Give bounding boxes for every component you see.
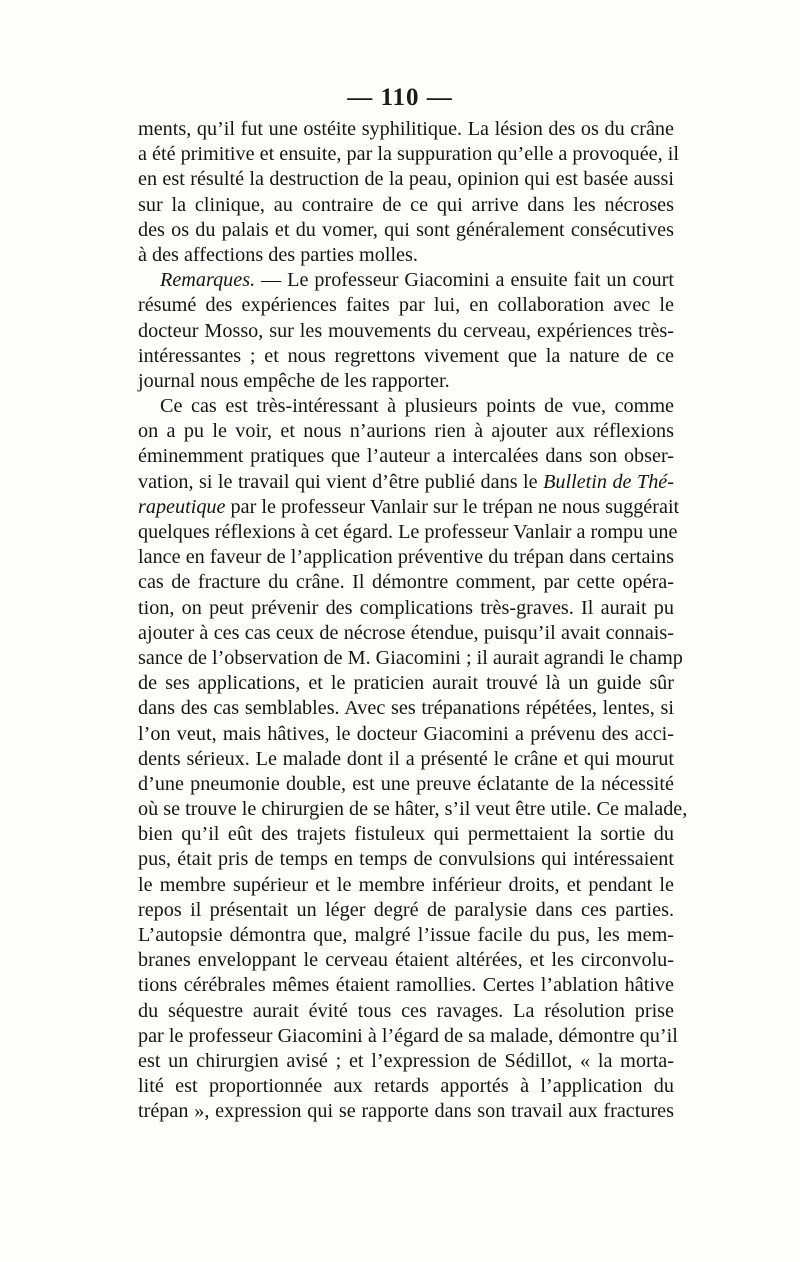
text-line: est un chirurgien avisé ; et l’expression de Sédillot, « la morta- <box>138 1049 674 1072</box>
page-number: — 110 — <box>347 84 453 111</box>
text-line: sur la clinique, au contraire de ce qui arrive dans les nécroses <box>138 193 674 216</box>
text-line: Ce cas est très-intéressant à plusieurs points de vue, comme <box>160 395 674 418</box>
text-line: ajouter à ces cas ceux de nécrose étendue, puisqu’il avait connais- <box>138 621 674 644</box>
text-line: du séquestre aurait évité tous ces ravages. La résolution prise <box>138 999 674 1022</box>
text-line: a été primitive et ensuite, par la suppuration qu’elle a provoquée, il <box>138 143 679 166</box>
italic-bulletin: Bulletin de Thé- <box>543 470 674 493</box>
text-line: résumé des expériences faites par lui, en collaboration avec le <box>138 294 674 317</box>
text-line: cas de fracture du crâne. Il démontre comment, par cette opéra- <box>138 571 674 594</box>
text-line: tion, on peut prévenir des complications très-graves. Il aurait pu <box>138 596 674 619</box>
text-line: dents sérieux. Le malade dont il a présenté le crâne et qui mourut <box>138 747 674 770</box>
text-line: on a pu le voir, et nous n’aurions rien à ajouter aux réflexions <box>138 420 674 443</box>
text-line: intéressantes ; et nous regrettons vivement que la nature de ce <box>138 344 674 367</box>
text-line: lité est proportionnée aux retards apportés à l’application du <box>138 1075 674 1098</box>
text-line-bulletin <box>138 470 674 495</box>
text-line: journal nous empêche de les rapporter. <box>138 369 450 392</box>
text-line: dans des cas semblables. Avec ses trépanations répétées, lentes, si <box>138 697 674 720</box>
text-line: L’autopsie démontra que, malgré l’issue facile du pus, les mem- <box>138 924 674 946</box>
text-line: repos il présentait un léger degré de paralysie dans ces parties. <box>138 898 674 921</box>
text-line: l’on veut, mais hâtives, le docteur Giacomini a prévenu des acci- <box>138 722 674 745</box>
text-line: branes enveloppant le cerveau étaient altérées, et les circonvolu- <box>138 949 674 972</box>
body-text <box>138 117 688 1125</box>
text-line: quelques réflexions à cet égard. Le professeur Vanlair a rompu une <box>138 521 678 543</box>
italic-remarques: Remarques. <box>160 269 256 292</box>
text-line: trépan », expression qui se rapporte dans son travail aux fractures <box>138 1100 674 1123</box>
text-line: de ses applications, et le praticien aurait trouvé là un guide sûr <box>138 672 674 695</box>
text-line: sance de l’observation de M. Giacomini ; il aurait agrandi le champ <box>138 646 683 669</box>
text-line: ments, qu’il fut une ostéite syphilitique. La lésion des os du crâne <box>138 118 674 140</box>
text-line: le membre supérieur et le membre inférieur droits, et pendant le <box>138 873 674 896</box>
text-line: bien qu’il eût des trajets fistuleux qui permettaient la sortie du <box>138 823 674 846</box>
text-line: par le professeur Giacomini à l’égard de sa malade, démontre qu’il <box>138 1024 678 1047</box>
rapeutique-rest: par le professeur Vanlair sur le trépan ne nous suggérait <box>225 495 680 518</box>
text-line-remarques <box>138 268 674 293</box>
text-line: éminemment pratiques que l’auteur a intercalées dans son obser- <box>138 445 674 468</box>
text-line: à des affections des parties molles. <box>138 243 418 266</box>
italic-rapeutique: rapeutique <box>138 495 226 518</box>
text-line: où se trouve le chirurgien de se hâter, s’il veut être utile. Ce malade, <box>138 798 688 821</box>
text-line: d’une pneumonie double, est une preuve éclatante de la nécessité <box>138 772 674 795</box>
text-line-rapeutique <box>138 495 680 520</box>
text-line: pus, était pris de temps en temps de convulsions qui intéressaient <box>138 848 674 871</box>
text-line: en est résulté la destruction de la peau, opinion qui est basée aussi <box>138 168 674 191</box>
remarques-rest: — Le professeur Giacomini a ensuite fait un court <box>255 269 674 292</box>
text-line: lance en faveur de l’application préventive du trépan dans certains <box>138 546 674 569</box>
text-line: docteur Mosso, sur les mouvements du cerveau, expériences très- <box>138 319 674 342</box>
text-line: tions cérébrales mêmes étaient ramollies. Certes l’ablation hâtive <box>138 974 674 997</box>
bulletin-lead: vation, si le travail qui vient d’être publié dans le <box>138 470 544 493</box>
text-line: des os du palais et du vomer, qui sont généralement consécutives <box>138 218 674 241</box>
